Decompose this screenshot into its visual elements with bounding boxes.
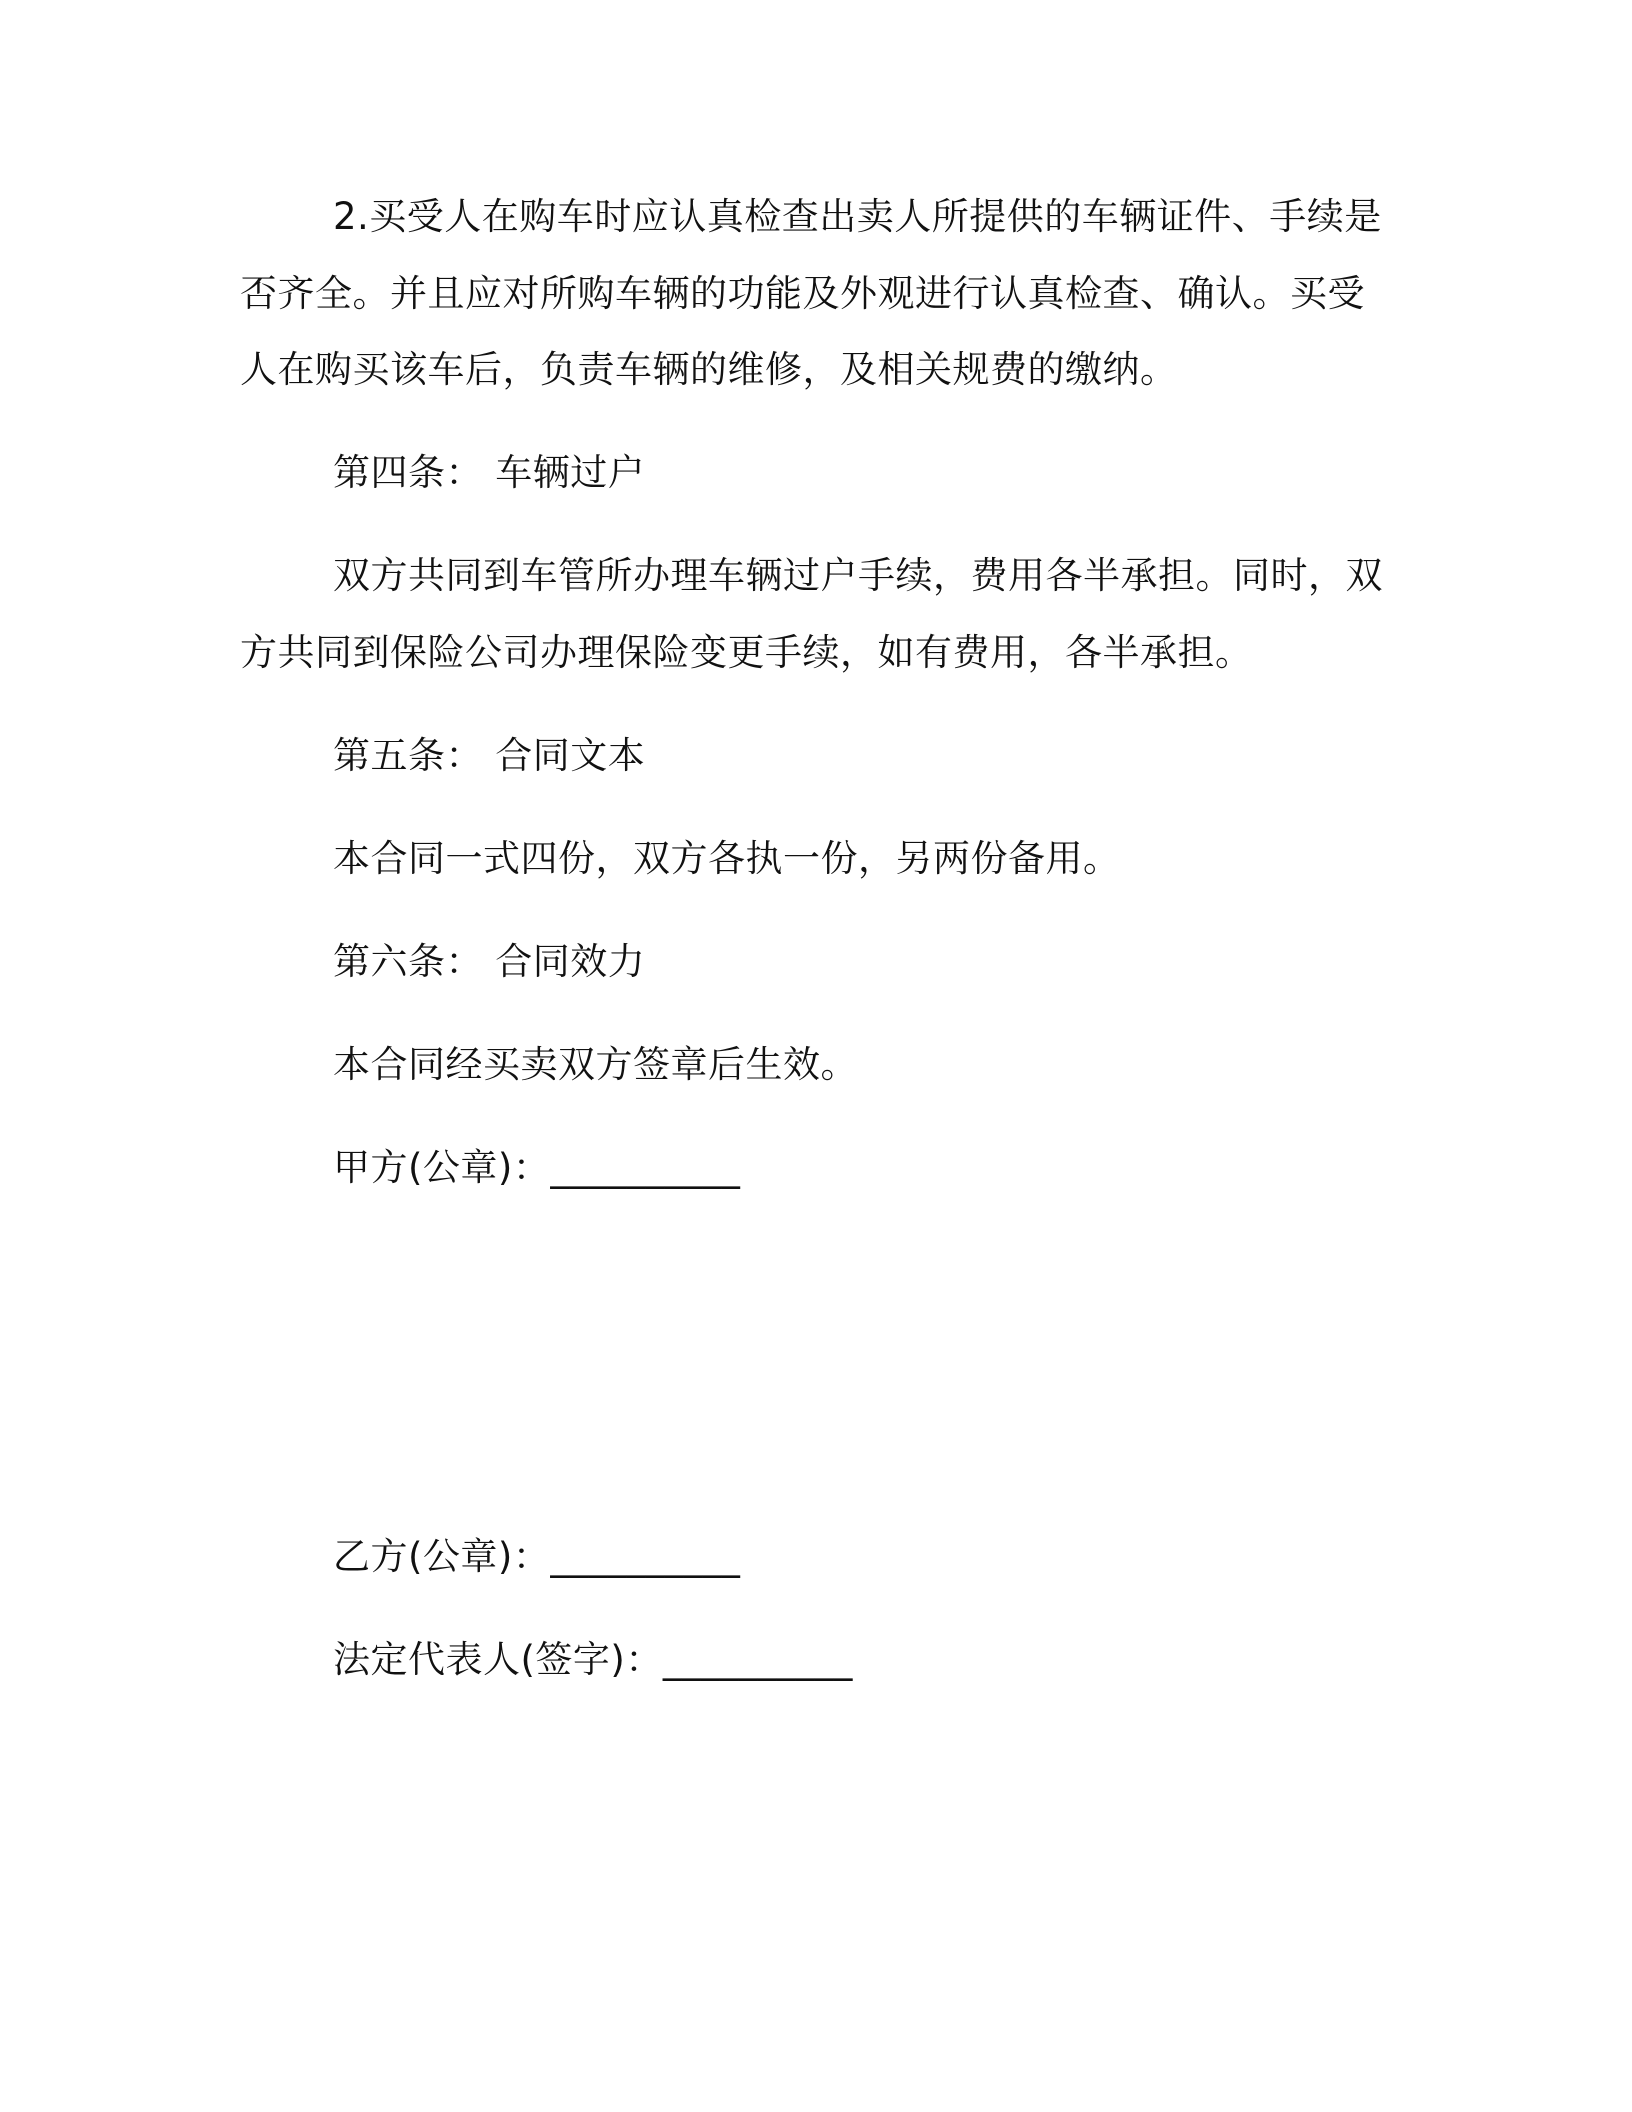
article-5-body: 本合同一式四份，双方各执一份，另两份备用。 bbox=[333, 837, 1121, 880]
clause-2-line-3: 人在购买该车后，负责车辆的维修，及相关规费的缴纳。 bbox=[240, 348, 1178, 391]
article-4-body-line-2: 方共同到保险公司办理保险变更手续，如有费用，各半承担。 bbox=[240, 631, 1253, 674]
legal-representative-signature-line: 法定代表人(签字)：__________ bbox=[333, 1638, 853, 1681]
article-6-body: 本合同经买卖双方签章后生效。 bbox=[333, 1043, 858, 1086]
article-6-heading: 第六条： 合同效力 bbox=[333, 940, 646, 983]
article-5-heading: 第五条： 合同文本 bbox=[333, 734, 646, 777]
clause-2-line-2: 否齐全。并且应对所购车辆的功能及外观进行认真检查、确认。买受 bbox=[240, 272, 1365, 315]
party-a-signature-line: 甲方(公章)：__________ bbox=[333, 1146, 741, 1189]
article-4-body-line-1: 双方共同到车管所办理车辆过户手续，费用各半承担。同时，双 bbox=[333, 554, 1383, 597]
article-4-heading: 第四条： 车辆过户 bbox=[333, 451, 646, 494]
party-b-signature-line: 乙方(公章)：__________ bbox=[333, 1535, 741, 1578]
clause-2-line-1: 2.买受人在购车时应认真检查出卖人所提供的车辆证件、手续是 bbox=[333, 195, 1382, 238]
